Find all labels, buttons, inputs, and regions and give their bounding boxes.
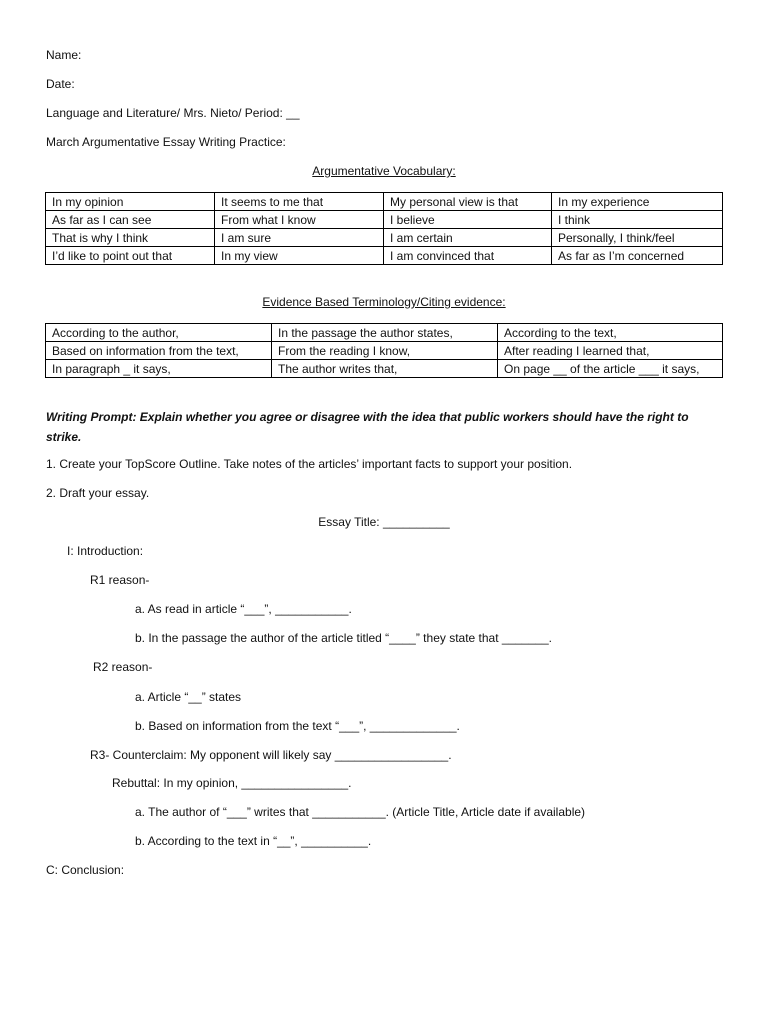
table-cell: I believe (384, 211, 552, 229)
outline-r2-item-b: b. Based on information from the text “___”, _____________. (135, 719, 460, 733)
table-cell: I’d like to point out that (46, 247, 215, 265)
table-cell: It seems to me that (215, 193, 384, 211)
table-cell: In my view (215, 247, 384, 265)
table-cell: I am certain (384, 229, 552, 247)
table-cell: In the passage the author states, (272, 324, 498, 342)
table-cell: I think (552, 211, 723, 229)
outline-r1-item-a: a. As read in article “___”, ___________. (135, 602, 352, 616)
step-one: 1. Create your TopScore Outline. Take notes of the articles’ important facts to support your position. (46, 457, 573, 471)
outline-r1-reason: R1 reason- (90, 573, 150, 587)
table-cell: In paragraph _ it says, (46, 360, 272, 378)
table-cell: The author writes that, (272, 360, 498, 378)
table-cell: According to the text, (498, 324, 723, 342)
table-cell: In my experience (552, 193, 723, 211)
table-cell: Based on information from the text, (46, 342, 272, 360)
evidence-table (45, 323, 723, 378)
name-label: Name: (46, 48, 82, 62)
table-cell: According to the author, (46, 324, 272, 342)
course-line: Language and Literature/ Mrs. Nieto/ Period: __ (46, 106, 300, 120)
table-cell: My personal view is that (384, 193, 552, 211)
table-cell: From what I know (215, 211, 384, 229)
essay-title-line: Essay Title: __________ (318, 515, 450, 529)
table-row (46, 247, 723, 265)
vocab-heading: Argumentative Vocabulary: (312, 164, 456, 178)
table-cell: In my opinion (46, 193, 215, 211)
vocab-table (45, 192, 723, 265)
outline-r1-item-b: b. In the passage the author of the article titled “____” they state that _______. (135, 631, 552, 645)
outline-r3-counterclaim: R3- Counterclaim: My opponent will likely say _________________. (90, 748, 452, 762)
table-cell: I am sure (215, 229, 384, 247)
table-cell: After reading I learned that, (498, 342, 723, 360)
table-cell: As far as I can see (46, 211, 215, 229)
table-row (46, 324, 723, 342)
outline-r2-item-a: a. Article “__” states (135, 690, 242, 704)
outline-r2-reason: R2 reason- (93, 660, 153, 674)
date-label: Date: (46, 77, 75, 91)
outline-conclusion: C: Conclusion: (46, 863, 125, 877)
table-cell: On page __ of the article ___ it says, (498, 360, 723, 378)
outline-rebuttal: Rebuttal: In my opinion, ________________. (112, 776, 352, 790)
table-cell: From the reading I know, (272, 342, 498, 360)
assignment-title: March Argumentative Essay Writing Practice: (46, 135, 286, 149)
table-row (46, 211, 723, 229)
table-cell: I am convinced that (384, 247, 552, 265)
outline-r3-item-b: b. According to the text in “__”, __________. (135, 834, 372, 848)
table-cell: As far as I’m concerned (552, 247, 723, 265)
table-row (46, 360, 723, 378)
step-two: 2. Draft your essay. (46, 486, 150, 500)
table-cell: That is why I think (46, 229, 215, 247)
outline-r3-item-a: a. The author of “___” writes that ___________. (Article Title, Article date if available) (135, 805, 586, 819)
writing-prompt: Writing Prompt: Explain whether you agree or disagree with the idea that public workers should have the right to strike. (46, 410, 689, 444)
evidence-heading: Evidence Based Terminology/Citing evidence: (262, 295, 506, 309)
outline-introduction: I: Introduction: (67, 544, 144, 558)
table-cell: Personally, I think/feel (552, 229, 723, 247)
table-row (46, 342, 723, 360)
table-row (46, 229, 723, 247)
table-row (46, 193, 723, 211)
